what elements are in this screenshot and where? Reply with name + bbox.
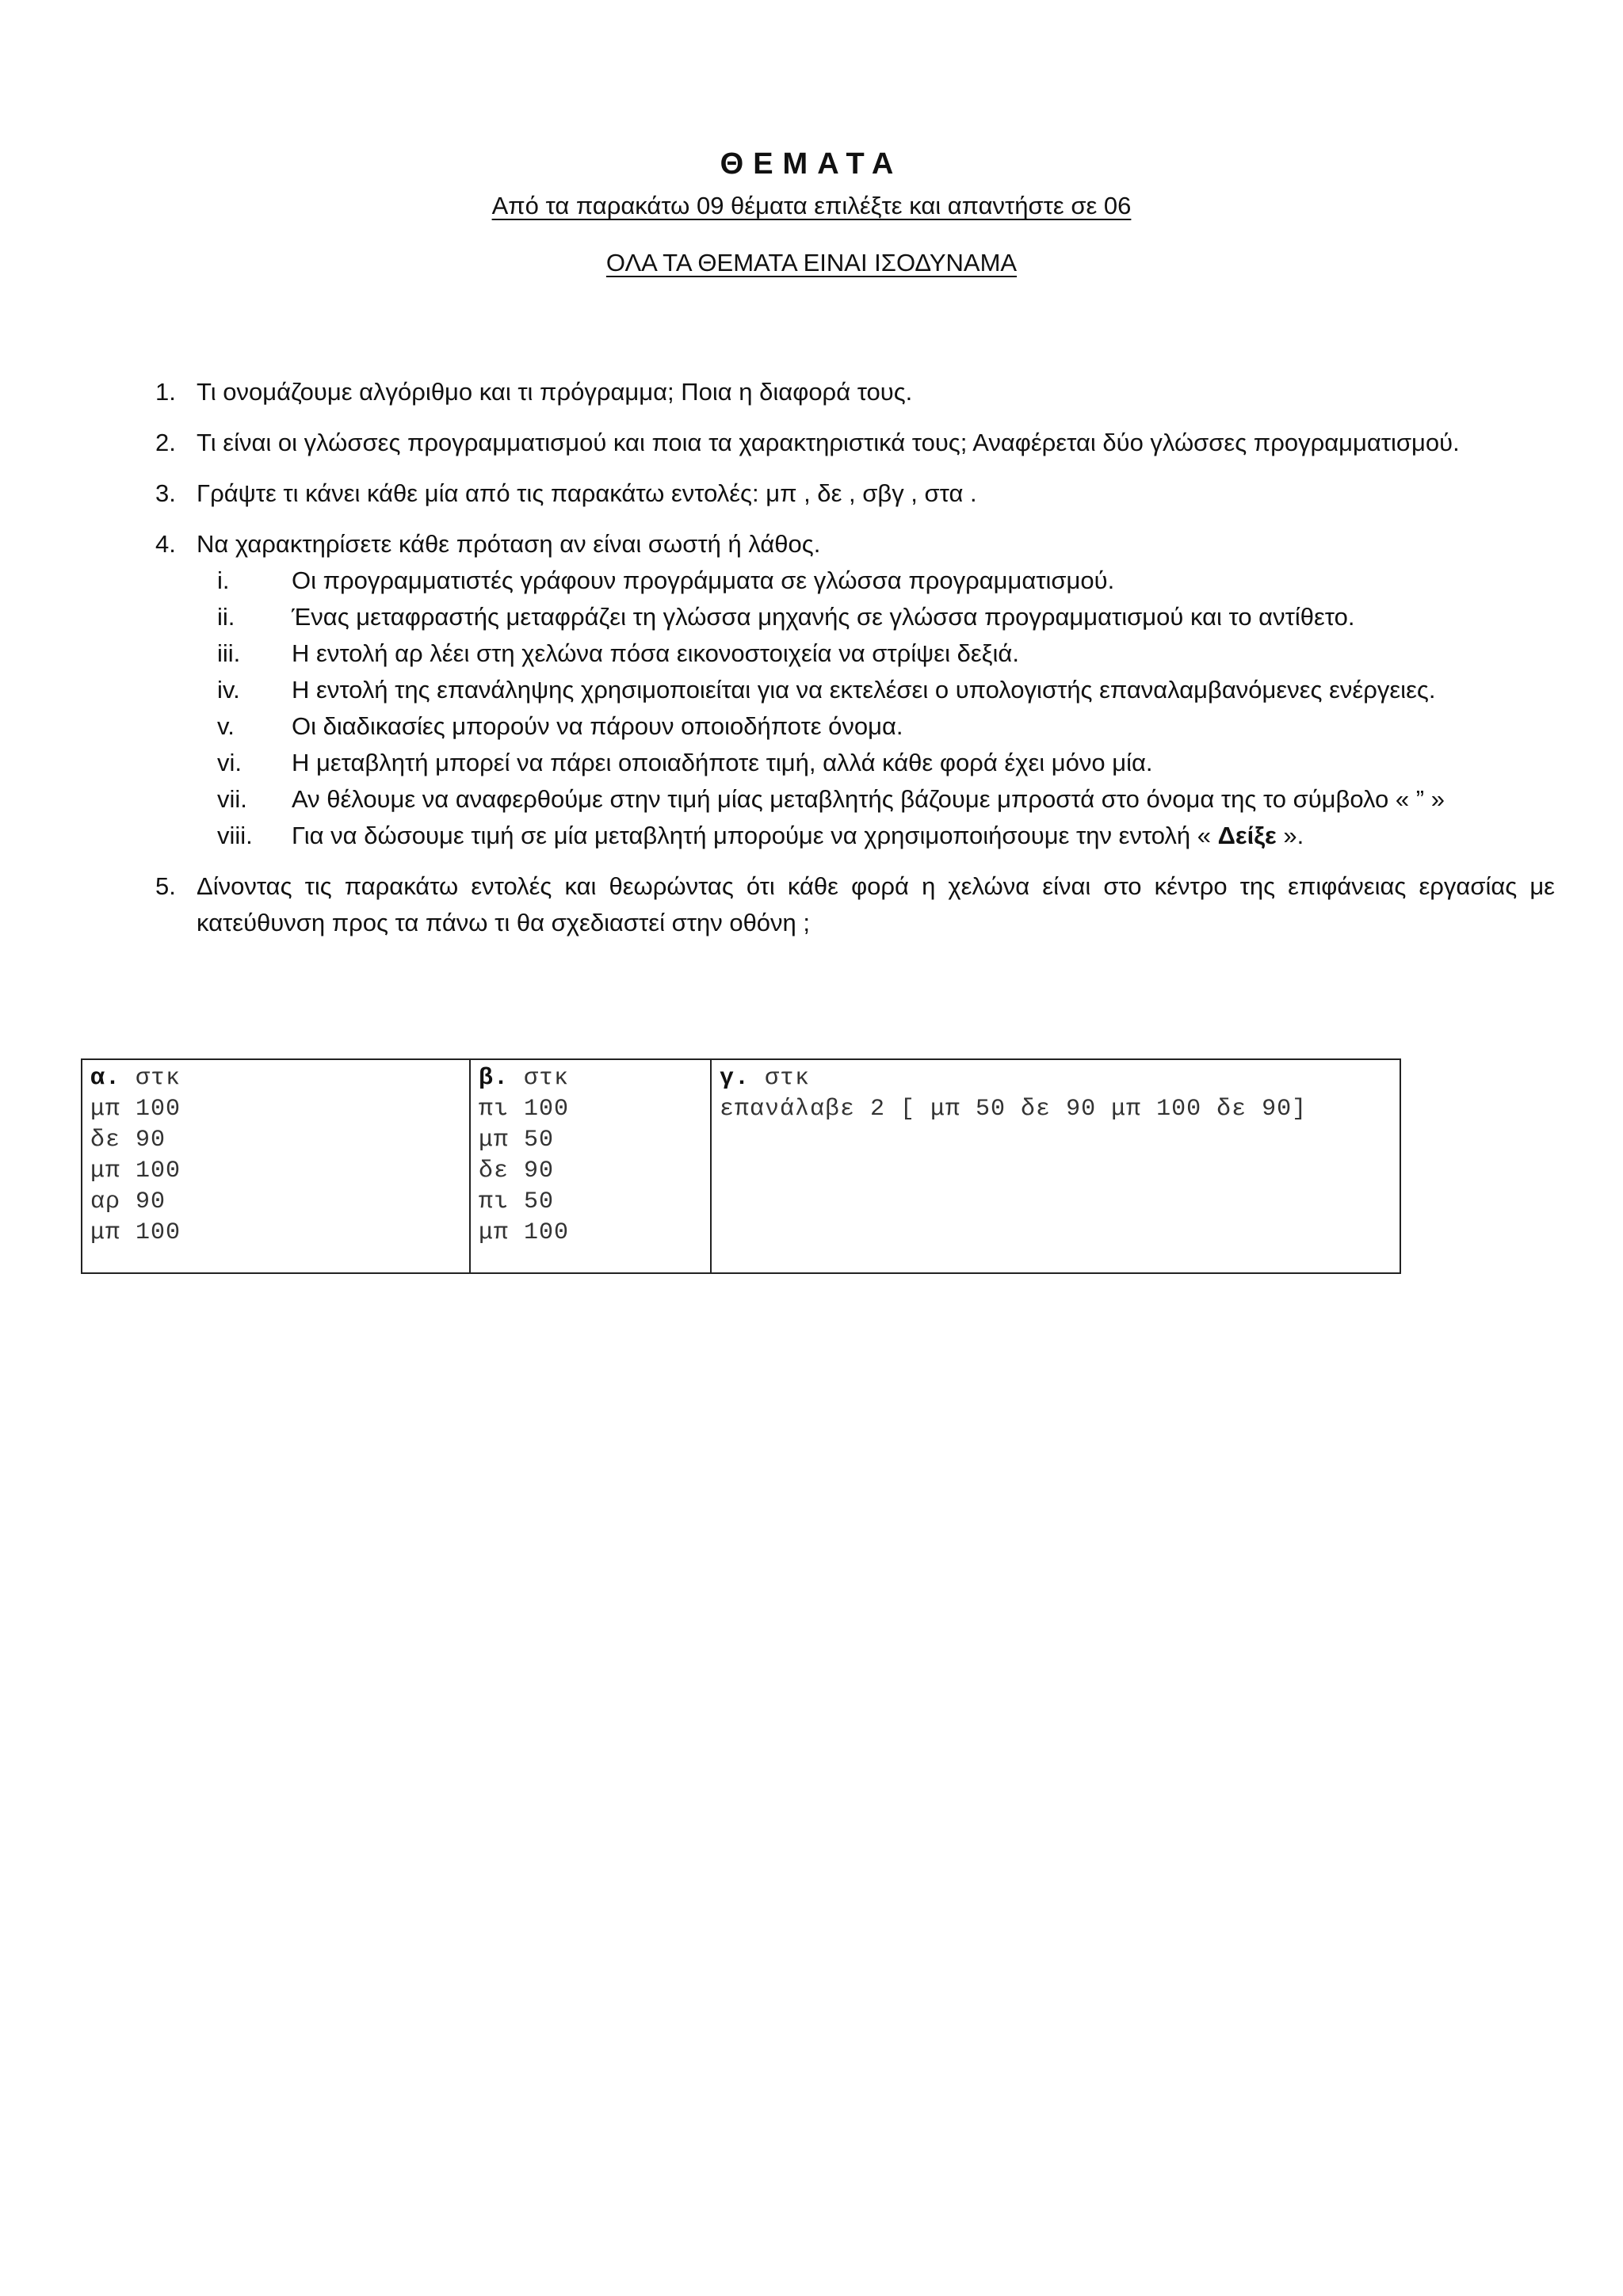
command-line: μπ 100 — [90, 1096, 181, 1123]
command-line: μπ 100 — [479, 1219, 570, 1246]
first-command: στκ — [120, 1065, 181, 1092]
question-number: 2. — [155, 429, 176, 456]
statement-text: Οι προγραμματιστές γράφουν προγράμματα σε γλώσσα προγραμματισμού. — [292, 566, 1115, 594]
command-name-bold: Δείξε — [1217, 822, 1277, 849]
list-item — [155, 781, 1555, 818]
question-text: Δίνοντας τις παρακάτω εντολές και θεωρώντας ότι κάθε φορά η χελώνα είναι στο κέντρο της επιφάνειας εργασίας με κατεύθυνση προς τα πάνω τι θα σχεδιαστεί στην οθόνη ; — [197, 872, 1555, 936]
questions-list — [155, 374, 1555, 955]
roman-numeral: viii. — [217, 822, 253, 849]
page-title: ΘΕΜΑΤΑ — [720, 147, 903, 181]
statement-text: Αν θέλουμε να αναφερθούμε στην τιμή μίας μεταβλητής βάζουμε μπροστά στο όνομα της το σύμβολο « ” » — [292, 785, 1445, 813]
statement-text: Ένας μεταφραστής μεταφράζει τη γλώσσα μηχανής σε γλώσσα προγραμματισμού και το αντίθετο. — [292, 603, 1355, 631]
roman-numeral: iii. — [217, 639, 241, 667]
question-number: 4. — [155, 530, 176, 558]
statement-text: Η εντολή της επανάληψης χρησιμοποιείται για να εκτελέσει ο υπολογιστής επαναλαμβανόμενες ενέργειες. — [292, 676, 1436, 704]
question-text: Να χαρακτηρίσετε κάθε πρόταση αν είναι σωστή ή λάθος. — [197, 530, 821, 558]
command-line: επανάλαβε 2 [ μπ 50 δε 90 μπ 100 δε 90] — [720, 1096, 1308, 1123]
question-2 — [155, 425, 1555, 461]
first-command: στκ — [750, 1065, 811, 1092]
commands-column-b — [471, 1060, 712, 1272]
command-line: μπ 50 — [479, 1127, 555, 1154]
list-item — [155, 563, 1555, 599]
question-number: 3. — [155, 479, 176, 507]
column-label: β. — [479, 1065, 510, 1092]
statement-text: Η εντολή αρ λέει στη χελώνα πόσα εικονοστοιχεία να στρίψει δεξιά. — [292, 639, 1019, 667]
question-1 — [155, 374, 1555, 410]
question-3 — [155, 475, 1555, 512]
first-command: στκ — [509, 1065, 570, 1092]
question-text: Τι είναι οι γλώσσες προγραμματισμού και ποια τα χαρακτηριστικά τους; Αναφέρεται δύο γλώσσες προγραμματισμού. — [197, 429, 1460, 456]
question-4 — [155, 526, 1555, 854]
list-item — [155, 599, 1555, 635]
command-line: δε 90 — [479, 1158, 555, 1184]
true-false-list — [155, 563, 1555, 854]
column-label: α. — [90, 1065, 121, 1092]
question-number: 1. — [155, 378, 176, 406]
command-line: μπ 100 — [90, 1158, 181, 1184]
list-item — [155, 745, 1555, 781]
roman-numeral: vii. — [217, 785, 247, 813]
roman-numeral: vi. — [217, 749, 242, 776]
statement-text-after: ». — [1276, 822, 1304, 849]
question-text: Γράψτε τι κάνει κάθε μία από τις παρακάτω εντολές: μπ , δε , σβγ , στα . — [197, 479, 977, 507]
statement-text: Οι διαδικασίες μπορούν να πάρουν οποιοδήποτε όνομα. — [292, 712, 903, 740]
equivalence-note: ΟΛΑ ΤΑ ΘΕΜΑΤΑ ΕΙΝΑΙ ΙΣΟΔΥΝΑΜΑ — [605, 249, 1018, 277]
command-line: μπ 100 — [90, 1219, 181, 1246]
commands-column-a — [82, 1060, 471, 1272]
column-header — [90, 1063, 469, 1094]
statement-text: Η μεταβλητή μπορεί να πάρει οποιαδήποτε τιμή, αλλά κάθε φορά έχει μόνο μία. — [292, 749, 1153, 776]
question-number: 5. — [155, 872, 176, 900]
roman-numeral: ii. — [217, 603, 235, 631]
column-header — [479, 1063, 710, 1094]
roman-numeral: i. — [217, 566, 230, 594]
roman-numeral: v. — [217, 712, 235, 740]
question-5 — [155, 868, 1555, 941]
question-text: Τι ονομάζουμε αλγόριθμο και τι πρόγραμμα; Ποια η διαφορά τους. — [197, 378, 913, 406]
list-item — [155, 635, 1555, 672]
command-line: πι 50 — [479, 1188, 555, 1215]
commands-column-c — [712, 1060, 1400, 1272]
command-line: δε 90 — [90, 1127, 166, 1154]
list-item — [155, 708, 1555, 745]
commands-table — [81, 1058, 1401, 1274]
command-line: πι 100 — [479, 1096, 570, 1123]
list-item — [155, 672, 1555, 708]
column-header — [720, 1063, 1400, 1094]
instruction-text: Από τα παρακάτω 09 θέματα επιλέξτε και απαντήστε σε 06 — [491, 192, 1132, 219]
list-item — [155, 818, 1555, 854]
statement-text-before: Για να δώσουμε τιμή σε μία μεταβλητή μπορούμε να χρησιμοποιήσουμε την εντολή « — [292, 822, 1218, 849]
command-line: αρ 90 — [90, 1188, 166, 1215]
roman-numeral: iv. — [217, 676, 240, 704]
column-label: γ. — [720, 1065, 750, 1092]
